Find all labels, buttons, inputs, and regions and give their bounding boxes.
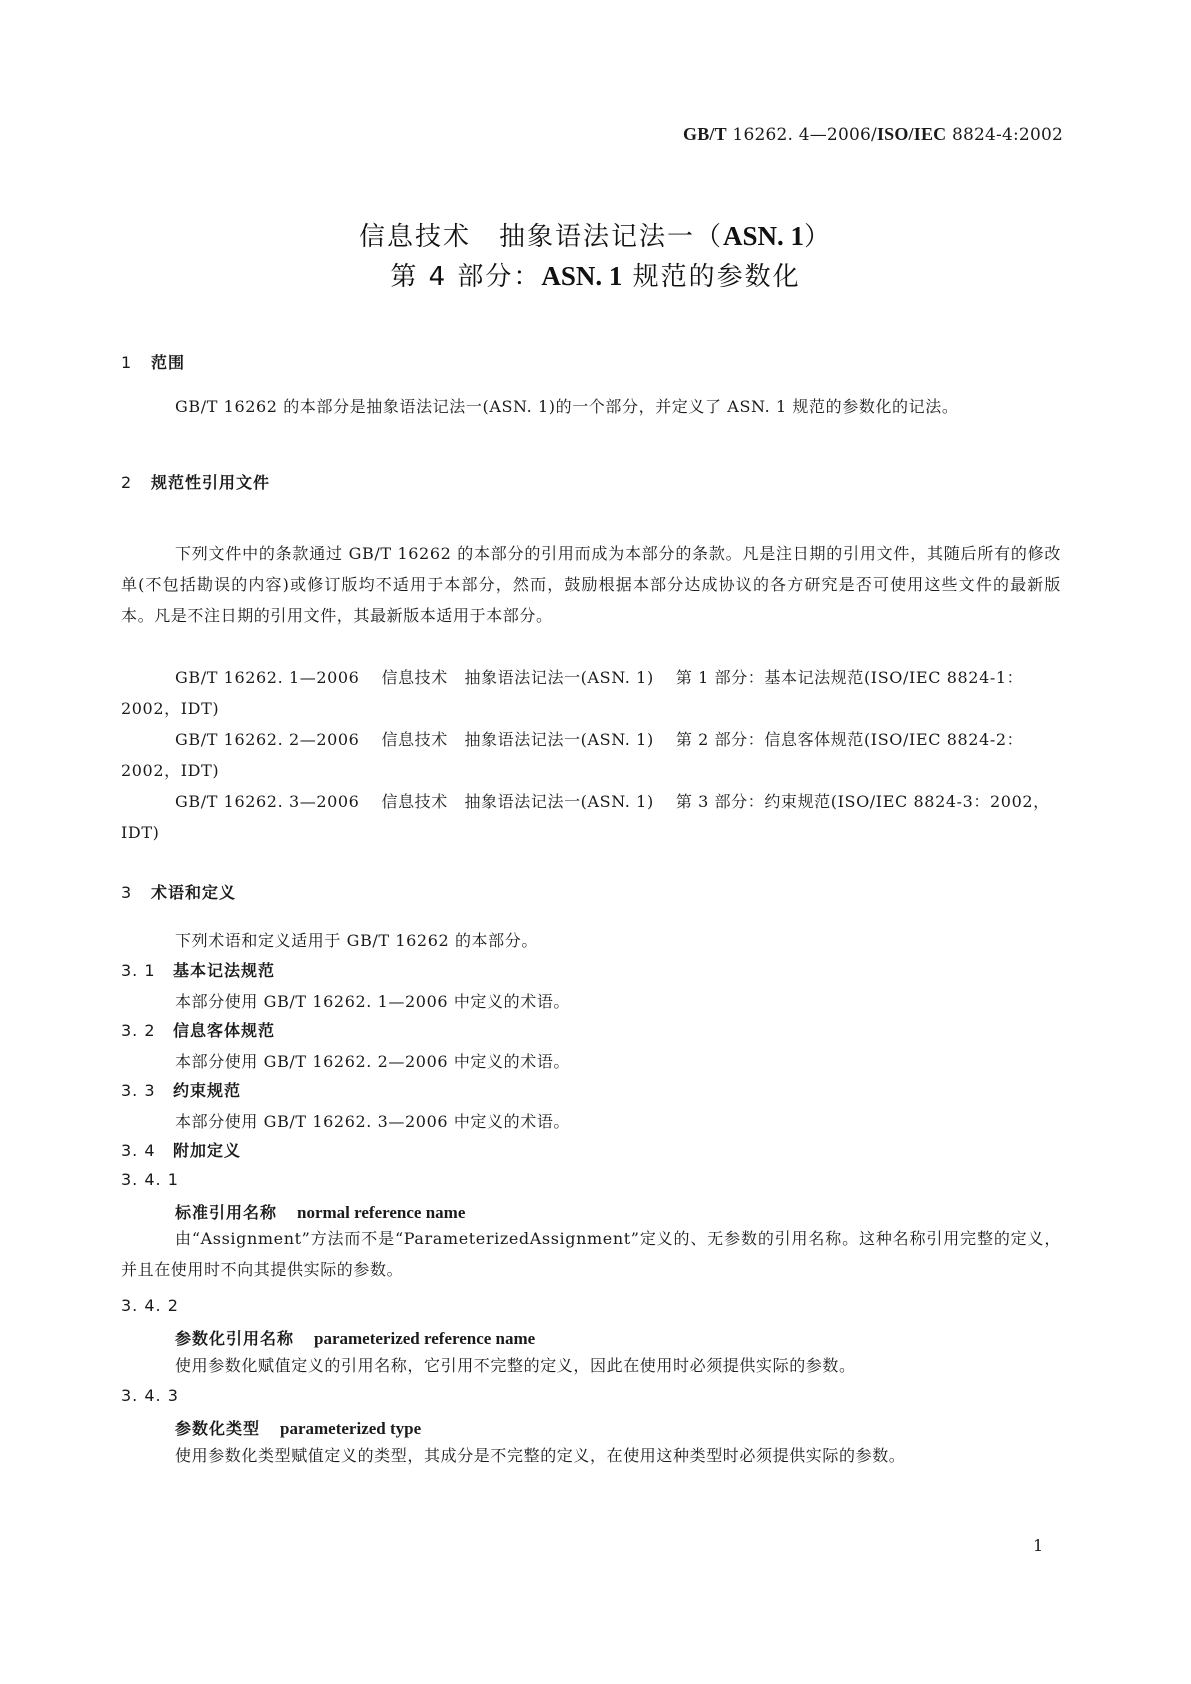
term-cn: 参数化类型 bbox=[175, 1419, 261, 1438]
reference-title: 信息技术 抽象语法记法一(ASN. 1) bbox=[381, 668, 654, 687]
reference-title: 信息技术 抽象语法记法一(ASN. 1) bbox=[381, 792, 654, 811]
term-cn: 参数化引用名称 bbox=[175, 1329, 295, 1348]
subsection-title: 约束规范 bbox=[173, 1081, 242, 1100]
subsection-number: 3. 3 bbox=[121, 1081, 156, 1100]
title-line-2-end: 规范的参数化 bbox=[622, 262, 801, 292]
document-title-line-1 bbox=[0, 216, 1191, 253]
standard-code-tail: 8824-4:2002 bbox=[946, 125, 1063, 145]
term-en: parameterized type bbox=[280, 1419, 422, 1438]
reference-code: GB/T 16262. 1—2006 bbox=[175, 668, 360, 687]
term-definition: 使用参数化类型赋值定义的类型，其成分是不完整的定义，在使用这种类型时必须提供实际的参数。 bbox=[175, 1446, 906, 1465]
term-cn: 标准引用名称 bbox=[175, 1203, 278, 1222]
standard-code-gb: GB/T bbox=[683, 124, 727, 144]
title-line-1-end: ） bbox=[804, 222, 833, 252]
reference-code: GB/T 16262. 2—2006 bbox=[175, 730, 360, 749]
reference-part: 第 2 部分：信息客体规范(ISO/IEC 8824-2：2002，IDT) bbox=[121, 730, 1024, 780]
term-en: normal reference name bbox=[297, 1203, 466, 1222]
reference-item bbox=[121, 724, 1061, 786]
document-title-line-2 bbox=[0, 256, 1191, 293]
reference-title: 信息技术 抽象语法记法一(ASN. 1) bbox=[381, 730, 654, 749]
title-line-2-text: 第 4 部分： bbox=[390, 262, 542, 292]
section-3-intro: 下列术语和定义适用于 GB/T 16262 的本部分。 bbox=[175, 931, 538, 950]
section-number: 1 bbox=[121, 353, 133, 372]
term-number: 3. 4. 1 bbox=[121, 1170, 179, 1189]
section-2-heading bbox=[121, 470, 270, 493]
subsection-3-4-heading bbox=[121, 1138, 241, 1161]
section-title: 规范性引用文件 bbox=[151, 473, 271, 492]
term-number: 3. 4. 3 bbox=[121, 1386, 179, 1405]
reference-code: GB/T 16262. 3—2006 bbox=[175, 792, 360, 811]
term-heading bbox=[175, 1326, 535, 1349]
section-title: 术语和定义 bbox=[151, 883, 237, 902]
section-2-paragraph: 下列文件中的条款通过 GB/T 16262 的本部分的引用而成为本部分的条款。凡是注日期的引用文件，其随后所有的修改单(不包括勘误的内容)或修订版均不适用于本部分，然而，鼓励根据本部分达成协议的各方研究是否可使用这些文件的最新版本。凡是不注日期的引用文件，其最新版本适用于本部分。 bbox=[121, 544, 1061, 625]
reference-part: 第 3 部分：约束规范(ISO/IEC 8824-3：2002，IDT) bbox=[121, 792, 1050, 842]
subsection-number: 3. 4 bbox=[121, 1141, 156, 1160]
subsection-3-2-text: 本部分使用 GB/T 16262. 2—2006 中定义的术语。 bbox=[175, 1052, 571, 1071]
section-1-paragraph: GB/T 16262 的本部分是抽象语法记法一(ASN. 1)的一个部分，并定义了 ASN. 1 规范的参数化的记法。 bbox=[175, 397, 959, 416]
reference-item bbox=[121, 662, 1061, 724]
standard-code-number: 16262. 4—2006/ bbox=[726, 125, 877, 145]
term-en: parameterized reference name bbox=[314, 1329, 536, 1348]
subsection-3-1-text: 本部分使用 GB/T 16262. 1—2006 中定义的术语。 bbox=[175, 992, 571, 1011]
subsection-title: 基本记法规范 bbox=[173, 961, 276, 980]
subsection-title: 信息客体规范 bbox=[173, 1021, 276, 1040]
section-title: 范围 bbox=[151, 353, 186, 372]
subsection-3-3-text: 本部分使用 GB/T 16262. 3—2006 中定义的术语。 bbox=[175, 1112, 571, 1131]
term-definition: 使用参数化赋值定义的引用名称，它引用不完整的定义，因此在使用时必须提供实际的参数。 bbox=[175, 1356, 856, 1375]
subsection-3-3-heading bbox=[121, 1078, 241, 1101]
section-number: 3 bbox=[121, 883, 133, 902]
section-3-heading bbox=[121, 880, 236, 903]
section-1-heading bbox=[121, 350, 185, 373]
title-line-2-asn: ASN. 1 bbox=[541, 261, 623, 291]
standard-code-iso: ISO/IEC bbox=[876, 124, 947, 144]
term-definition: 由“Assignment”方法而不是“ParameterizedAssignment”定义的、无参数的引用名称。这种名称引用完整的定义，并且在使用时不向其提供实际的参数。 bbox=[121, 1229, 1061, 1279]
standard-code bbox=[0, 124, 1063, 145]
term-heading bbox=[175, 1200, 465, 1223]
title-line-1-asn: ASN. 1 bbox=[722, 221, 804, 251]
reference-item bbox=[121, 786, 1061, 848]
subsection-number: 3. 2 bbox=[121, 1021, 156, 1040]
term-heading bbox=[175, 1416, 421, 1439]
reference-part: 第 1 部分：基本记法规范(ISO/IEC 8824-1：2002，IDT) bbox=[121, 668, 1024, 718]
subsection-number: 3. 1 bbox=[121, 961, 156, 980]
page-number: 1 bbox=[1033, 1536, 1044, 1555]
subsection-title: 附加定义 bbox=[173, 1141, 242, 1160]
term-number: 3. 4. 2 bbox=[121, 1296, 179, 1315]
section-number: 2 bbox=[121, 473, 133, 492]
title-line-1-text: 信息技术 抽象语法记法一（ bbox=[358, 222, 723, 252]
subsection-3-1-heading bbox=[121, 958, 275, 981]
subsection-3-2-heading bbox=[121, 1018, 275, 1041]
